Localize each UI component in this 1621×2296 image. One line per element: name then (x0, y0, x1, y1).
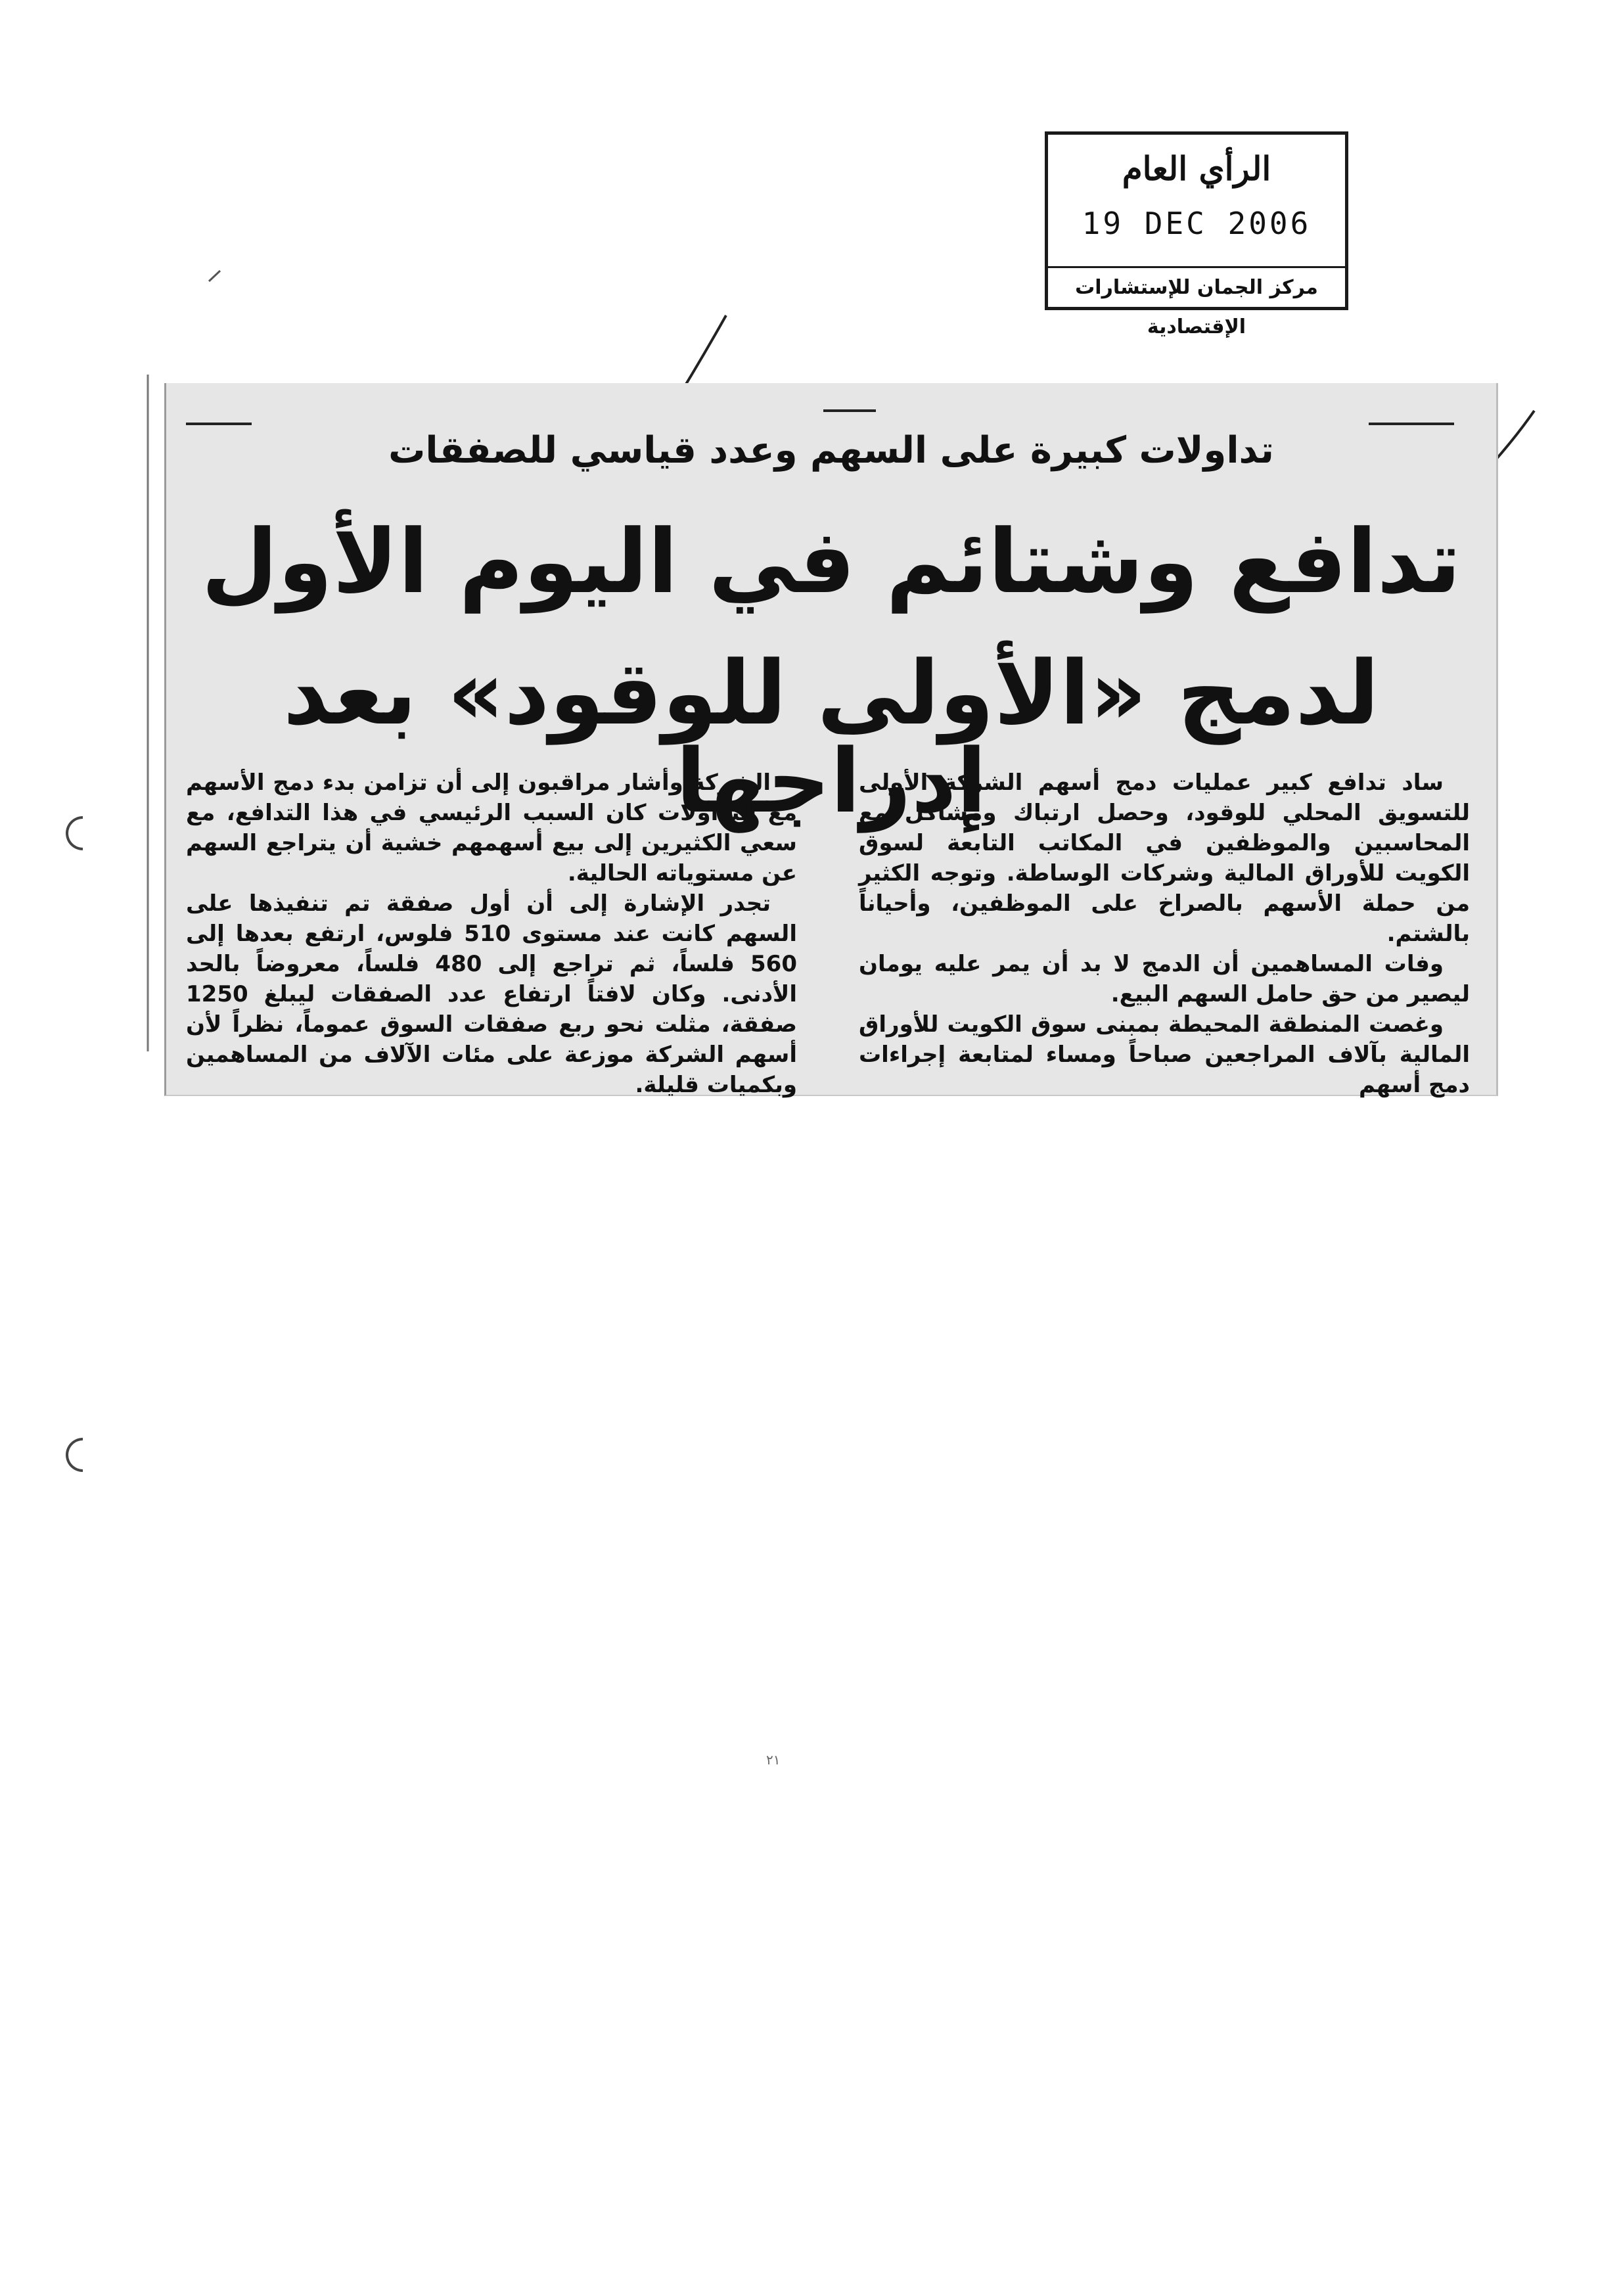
crop-mark (186, 423, 252, 425)
crop-mark (823, 409, 876, 412)
article-column-right (859, 768, 1470, 1100)
article-headline-line1: تدافع وشتائم في اليوم الأول (201, 511, 1461, 613)
punch-hole (66, 1438, 83, 1472)
paragraph: تجدر الإشارة إلى أن أول صفقة تم تنفيذها على السهم كانت عند مستوى 510 فلوس، ارتفع بعدها إلى 560 فلساً، ثم تراجع إلى 480 فلساً، معروضاً بالحد الأدنى. وكان لافتاً ارتفاع عدد الصفقات ليبلغ 1250 صفقة، مثلت نحو ربع صفقات السوق عموماً، نظراً لأن أسهم الشركة موزعة على مئات الآلاف من المساهمين وبكميات قليلة. (186, 890, 797, 1098)
punch-hole (66, 816, 83, 850)
paragraph: ساد تدافع كبير عمليات دمج أسهم الشركة الأولى للتسويق المحلي للوقود، وحصل ارتباك ومشاكل مع المحاسبين والموظفين في المكاتب التابعة لسوق الكويت للأوراق المالية وشركات الوساطة. وتوجه الكثير من حملة الأسهم بالصراخ على الموظفين، وأحياناً بالشتم. (859, 769, 1470, 947)
publication-stamp (1045, 131, 1348, 338)
stamp-date: 19 DEC 2006 (1082, 206, 1312, 241)
newspaper-logo: الرأي العام (1122, 149, 1271, 188)
page-number: ٢١ (766, 1752, 781, 1768)
stamp-source: مركز الجمان للإستشارات الإقتصادية (1048, 266, 1345, 308)
paragraph: وغصت المنطقة المحيطة بمبنى سوق الكويت للأوراق المالية بآلاف المراجعين صباحاً ومساء لمتابعة إجراءات دمج أسهم (859, 1011, 1470, 1098)
paragraph: الشركة وأشار مراقبون إلى أن تزامن بدء دمج الأسهم مع التداولات كان السبب الرئيسي في هذا التدافع، مع سعي الكثيرين إلى بيع أسهمهم خشية أن يتراجع السهم عن مستوياته الحالية. (186, 769, 797, 886)
article-overline: تداولات كبيرة على السهم وعدد قياسي للصفقات (388, 429, 1274, 472)
paragraph: وفات المساهمين أن الدمج لا بد أن يمر عليه يومان ليصير من حق حامل السهم البيع. (859, 951, 1470, 1007)
article-headline-line2: لدمج «الأولى للوقود» بعد إدراجها (283, 642, 1380, 833)
article-column-left (186, 768, 797, 1100)
crop-mark (1369, 423, 1454, 425)
newspaper-clipping (164, 383, 1498, 1096)
